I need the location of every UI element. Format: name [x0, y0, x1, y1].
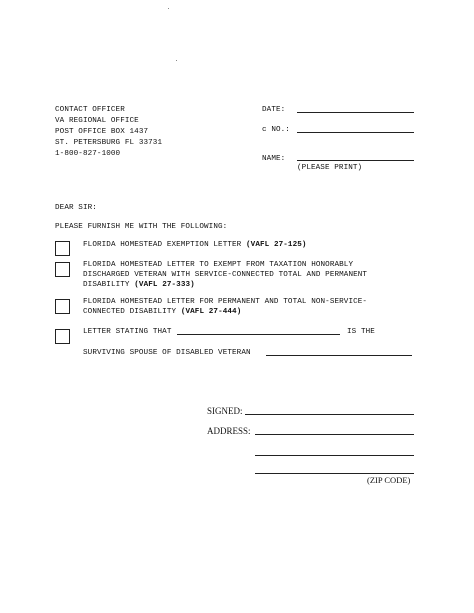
checkbox-service-connected[interactable] — [55, 262, 70, 277]
scan-speck — [176, 60, 177, 61]
name-label: NAME: — [262, 155, 286, 163]
regional-office: VA REGIONAL OFFICE — [55, 117, 139, 125]
salutation: DEAR SIR: — [55, 204, 97, 212]
signature-field[interactable] — [245, 414, 414, 415]
c-number-field[interactable] — [297, 132, 414, 133]
disabled-veteran-name-field[interactable] — [266, 355, 412, 356]
signed-label: SIGNED: — [207, 406, 243, 416]
scan-speck — [168, 8, 169, 9]
form-code: (VAFL 27-125) — [246, 241, 307, 249]
instruction: PLEASE FURNISH ME WITH THE FOLLOWING: — [55, 223, 228, 231]
please-print-note: (PLEASE PRINT) — [297, 164, 363, 172]
option-service-connected-line3: DISABILITY (VAFL 27-333) — [83, 281, 195, 289]
zip-code-label: (ZIP CODE) — [367, 475, 411, 485]
form-code: (VAFL 27-333) — [134, 281, 195, 289]
phone-number: 1-800-827-1000 — [55, 150, 121, 158]
contact-officer: CONTACT OFFICER — [55, 106, 125, 114]
address-line-1[interactable] — [255, 434, 414, 435]
option-non-service-connected-line2: CONNECTED DISABILITY (VAFL 27-444) — [83, 308, 242, 316]
date-label: DATE: — [262, 106, 286, 114]
option-homestead-exemption: FLORIDA HOMESTEAD EXEMPTION LETTER (VAFL 27-125) — [83, 241, 307, 249]
address-line-2[interactable] — [255, 455, 414, 456]
option-service-connected-line1: FLORIDA HOMESTEAD LETTER TO EXEMPT FROM TAXATION HONORABLY — [83, 261, 354, 269]
date-field[interactable] — [297, 112, 414, 113]
address-label: ADDRESS: — [207, 426, 251, 436]
checkbox-surviving-spouse[interactable] — [55, 329, 70, 344]
form-code: (VAFL 27-444) — [180, 308, 242, 316]
name-field[interactable] — [297, 160, 414, 161]
option-service-connected-line2: DISCHARGED VETERAN WITH SERVICE-CONNECTED TOTAL AND PERMANENT — [83, 271, 368, 279]
address-line-3[interactable] — [255, 473, 414, 474]
city-state-zip: ST. PETERSBURG FL 33731 — [55, 139, 163, 147]
option-surviving-spouse-prefix: LETTER STATING THAT — [83, 328, 172, 336]
option-non-service-connected-line1: FLORIDA HOMESTEAD LETTER FOR PERMANENT AND TOTAL NON-SERVICE- — [83, 298, 368, 306]
option-surviving-spouse-suffix: IS THE — [347, 328, 375, 336]
post-office-box: POST OFFICE BOX 1437 — [55, 128, 149, 136]
option-surviving-spouse-line2: SURVIVING SPOUSE OF DISABLED VETERAN — [83, 349, 251, 357]
c-number-label: c NO.: — [262, 126, 290, 134]
checkbox-non-service-connected[interactable] — [55, 299, 70, 314]
surviving-spouse-name-field[interactable] — [177, 334, 340, 335]
checkbox-homestead-exemption[interactable] — [55, 241, 70, 256]
